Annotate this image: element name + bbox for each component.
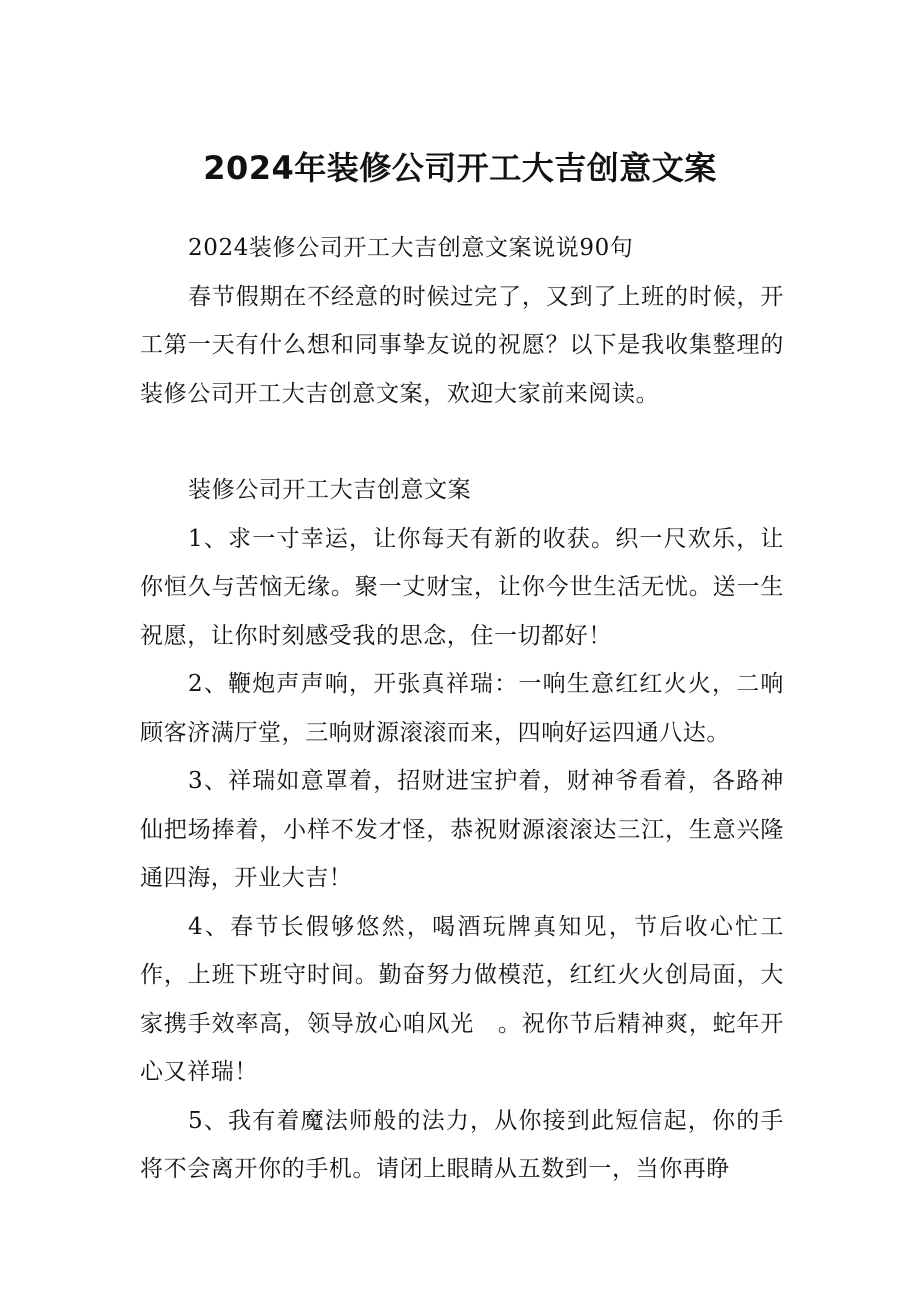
paragraph-spacer bbox=[140, 418, 784, 466]
document-title: 2024年装修公司开工大吉创意文案 bbox=[203, 149, 717, 187]
intro-paragraph: 春节假期在不经意的时候过完了，又到了上班的时候，开工第一天有什么想和同事挚友说的祝愿？以下是我收集整理的装修公司开工大吉创意文案，欢迎大家前来阅读。 bbox=[140, 283, 784, 407]
list-item-5: 5、我有着魔法师般的法力，从你接到此短信起，你的手将不会离开你的手机。请闭上眼睛从五数到一，当你再睁 bbox=[140, 1107, 784, 1182]
list-item-1: 1、求一寸幸运，让你每天有新的收获。织一尺欢乐，让你恒久与苦恼无缘。聚一丈财宝，让你今世生活无忧。送一生祝愿，让你时刻感受我的思念，住一切都好！ bbox=[140, 525, 784, 649]
document-body bbox=[140, 224, 784, 1194]
subtitle-paragraph: 2024装修公司开工大吉创意文案说说90句 bbox=[188, 235, 634, 261]
list-item-4: 4、春节长假够悠然，喝酒玩牌真知见，节后收心忙工作，上班下班守时间。勤奋努力做模范，红红火火创局面，大家携手效率高，领导放心咱风光 。祝你节后精神爽，蛇年开心又祥瑞！ bbox=[140, 913, 784, 1085]
list-item-3: 3、祥瑞如意罩着，招财进宝护着，财神爷看着，各路神仙把场捧着，小样不发才怪，恭祝财源滚滚达三江，生意兴隆通四海，开业大吉！ bbox=[140, 768, 784, 891]
list-item-2: 2、鞭炮声声响，开张真祥瑞：一响生意红红火火，二响顾客济满厅堂，三响财源滚滚而来，四响好运四通八达。 bbox=[140, 671, 784, 746]
section-heading: 装修公司开工大吉创意文案 bbox=[188, 477, 472, 503]
